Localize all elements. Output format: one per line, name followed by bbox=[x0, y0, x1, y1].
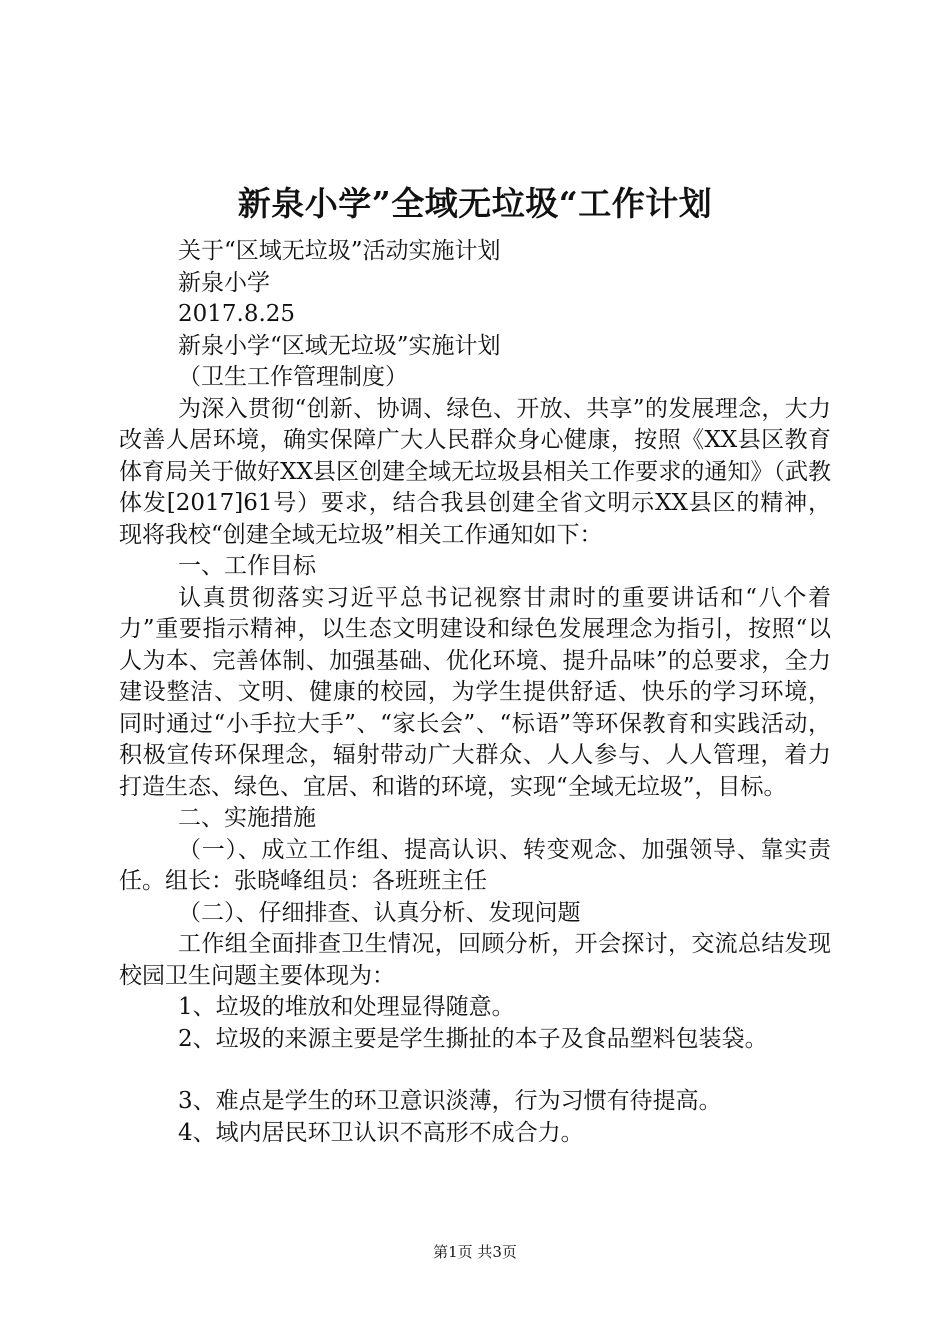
document-body bbox=[119, 236, 831, 1149]
issue-item-2: 2、垃圾的来源主要是学生撕扯的本子及食品塑料包装袋。 bbox=[178, 1025, 768, 1052]
issue-item-3: 3、难点是学生的环卫意识淡薄，行为习惯有待提高。 bbox=[178, 1088, 722, 1114]
measure-one: （一）、成立工作组、提高认识、转变观念、加强领导、靠实责任。组长：张晓峰组员：各班班主任 bbox=[119, 836, 831, 894]
measure-two: （二）、仔细排查、认真分析、发现问题 bbox=[178, 899, 581, 926]
plan-subheading: （卫生工作管理制度） bbox=[178, 364, 408, 390]
document-title: 新泉小学”全域无垃圾“工作计划 bbox=[237, 184, 713, 223]
inspection-paragraph: 工作组全面排查卫生情况，回顾分析，开会探讨，交流总结发现校园卫生问题主要体现为： bbox=[119, 931, 831, 989]
subtitle-plan: 关于“区域无垃圾”活动实施计划 bbox=[178, 238, 501, 264]
intro-paragraph: 为深入贯彻“创新、协调、绿色、开放、共享”的发展理念，大力改善人居环境，确实保障广大人民群众身心健康，按照《XX县区教育体育局关于做好XX县区创建全域无垃圾县相关工作要求的通知》（武教体发[2017]61号）要求，结合我县创建全省文明示XX县区的精神，现将我校“创建全域无垃圾”相关工作通知如下： bbox=[119, 395, 831, 548]
school-name: 新泉小学 bbox=[178, 269, 270, 296]
plan-heading: 新泉小学“区域无垃圾”实施计划 bbox=[178, 332, 501, 359]
document-date: 2017.8.25 bbox=[178, 301, 296, 327]
issue-item-1: 1、垃圾的堆放和处理显得随意。 bbox=[178, 994, 515, 1020]
section-heading-goals: 一、工作目标 bbox=[178, 553, 316, 579]
issue-item-4: 4、域内居民环卫认识不高形不成合力。 bbox=[178, 1119, 584, 1146]
page-footer: 第1页 共3页 bbox=[433, 1243, 517, 1261]
goals-paragraph: 认真贯彻落实习近平总书记视察甘肃时的重要讲话和“八个着力”重要指示精神，以生态文明建设和绿色发展理念为指引，按照“以人为本、完善体制、加强基础、优化环境、提升品味”的总要求，全力建设整洁、文明、健康的校园，为学生提供舒适、快乐的学习环境，同时通过“小手拉大手”、“家长会”、“标语”等环保教育和实践活动，积极宣传环保理念，辐射带动广大群众、人人参与、人人管理，着力打造生态、绿色、宜居、和谐的环境，实现“全域无垃圾”，目标。 bbox=[119, 584, 831, 800]
section-heading-measures: 二、实施措施 bbox=[178, 805, 316, 831]
